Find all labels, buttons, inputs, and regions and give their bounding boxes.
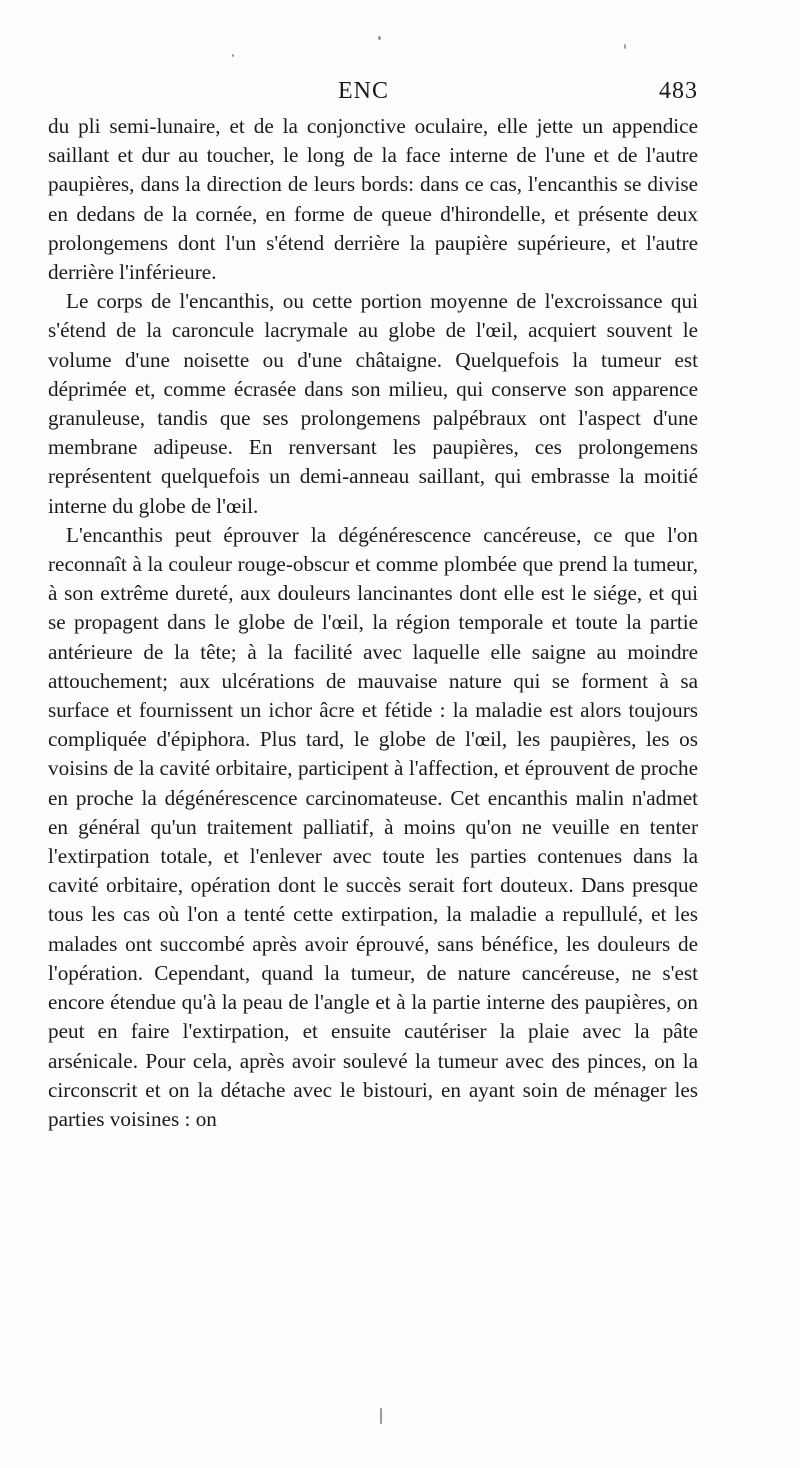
running-head bbox=[48, 78, 698, 108]
running-title: ENC bbox=[338, 78, 389, 104]
ink-speck bbox=[380, 1408, 382, 1424]
ink-speck bbox=[232, 54, 234, 57]
ink-speck bbox=[624, 44, 626, 49]
paragraph: Le corps de l'encanthis, ou cette portion moyenne de l'excroissance qui s'étend de la caroncule lacrymale au globe de l'œil, acquiert souvent le volume d'une noisette ou d'une châtaigne. Quelquefois la tumeur est déprimée et, comme écrasée dans son milieu, qui conserve son apparence granuleuse, tandis que ses prolongemens palpébraux ont l'aspect d'une membrane adipeuse. En renversant les paupières, ces prolongemens représentent quelquefois un demi-anneau saillant, qui embrasse la moitié interne du globe de l'œil. bbox=[48, 289, 698, 518]
page-number: 483 bbox=[659, 78, 698, 104]
paragraph: L'encanthis peut éprouver la dégénérescence cancéreuse, ce que l'on reconnaît à la couleur rouge-obscur et comme plombée que prend la tumeur, à son extrême dureté, aux douleurs lancinantes dont elle est le siége, et qui se propagent dans le globe de l'œil, la région temporale et toute la partie antérieure de la tête; à la facilité avec laquelle elle saigne au moindre attouchement; aux ulcérations de mauvaise nature qui se forment à sa surface et fournissent un ichor âcre et fétide : la maladie est alors toujours compliquée d'épiphora. Plus tard, le globe de l'œil, les paupières, les os voisins de la cavité orbitaire, participent à l'affection, et éprouvent de proche en proche la dégénérescence carcinomateuse. Cet encanthis malin n'admet en général qu'un traitement palliatif, à moins qu'on ne veuille en tenter l'extirpation totale, et l'enlever avec toute les parties contenues dans la cavité orbitaire, opération dont le succès serait fort douteux. Dans presque tous les cas où l'on a tenté cette extirpation, la maladie a repullulé, et les malades ont succombé après avoir éprouvé, sans bénéfice, les douleurs de l'opération. Cependant, quand la tumeur, de nature cancéreuse, ne s'est encore étendue qu'à la peau de l'angle et à la partie interne des paupières, on peut en faire l'extirpation, et ensuite cautériser la plaie avec la pâte arsénicale. Pour cela, après avoir soulevé la tumeur avec des pinces, on la circonscrit et on la détache avec le bistouri, en ayant soin de ménager les parties voisines : on bbox=[48, 522, 698, 1131]
body-text bbox=[48, 112, 698, 1134]
paragraph-continued: du pli semi-lunaire, et de la conjonctive oculaire, elle jette un appendice saillant et dur au toucher, le long de la face interne de l'une et de l'autre paupières, dans la direction de leurs bords: dans ce cas, l'encanthis se divise en dedans de la cornée, en forme de queue d'hirondelle, et présente deux prolongemens dont l'un s'étend derrière la paupière supérieure, et l'autre derrière l'inférieure. bbox=[48, 114, 698, 285]
ink-speck bbox=[378, 36, 381, 40]
